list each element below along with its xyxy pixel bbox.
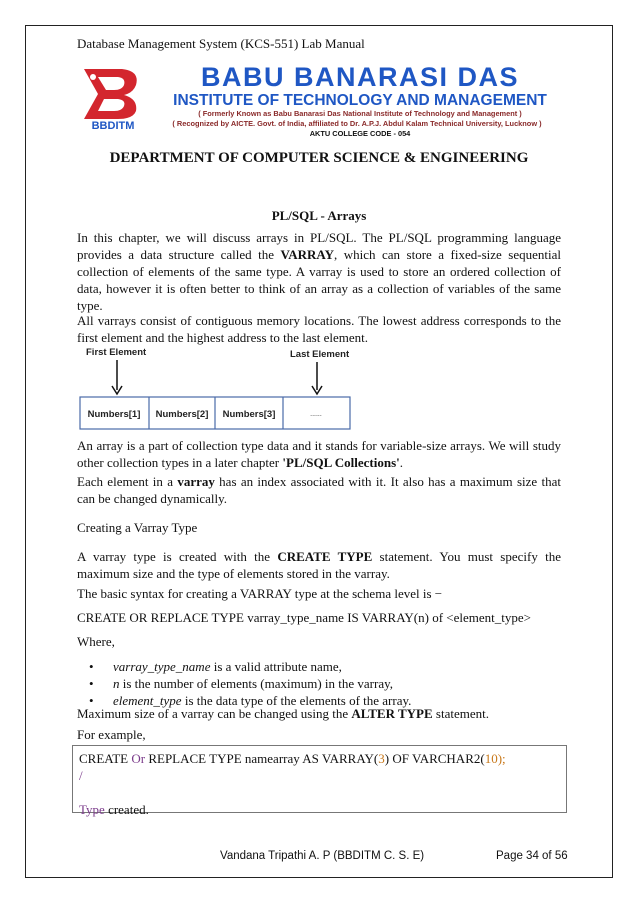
array-cell-3: Numbers[3] [222,409,276,420]
footer-page-number: Page 34 of 56 [496,850,568,862]
parameter-list [77,658,561,709]
institute-logo [78,63,148,131]
list-item: • n is the number of elements (maximum) in the varray, [77,675,561,692]
index-paragraph: Each element in a varray has an index associated with it. It also has a maximum size that can be changed dynamically. [77,474,561,506]
code-line-1: CREATE Or REPLACE TYPE namearray AS VARRAY(3) OF VARCHAR2(10); [79,751,506,766]
institute-recognition: ( Recognized by AICTE. Govt. of India, affiliated to Dr. A.P.J. Abdul Kalam Technical University, Lucknow ) [172,119,542,128]
institute-college-code: AKTU COLLEGE CODE - 054 [309,129,411,138]
department-heading: DEPARTMENT OF COMPUTER SCIENCE & ENGINEERING [109,150,529,166]
syntax-line: CREATE OR REPLACE TYPE varray_type_name IS VARRAY(n) of <element_type> [77,610,531,625]
code-line-3: Type created. [79,802,149,817]
array-diagram [78,346,353,432]
array-cell-ellipsis: ...... [310,411,322,418]
syntax-intro: The basic syntax for creating a VARRAY type at the schema level is − [77,586,443,601]
create-type-paragraph: A varray type is created with the CREATE TYPE statement. You must specify the maximum size and the type of elements stored in the varray. [77,549,561,581]
array-cell-1: Numbers[1] [87,409,141,420]
section-heading: Creating a Varray Type [77,520,198,535]
example-label: For example, [77,727,146,742]
institute-former-name: ( Formerly Known as Babu Banarasi Das National Institute of Technology and Management ) [198,109,522,118]
where-label: Where, [77,634,115,649]
last-element-label: Last Element [290,349,350,360]
list-item: • element_type is the data type of the elements of the array. [77,692,561,709]
memory-paragraph: All varrays consist of contiguous memory locations. The lowest address corresponds to the first element and the highest address to the last element. [77,313,561,345]
list-item: • varray_type_name is a valid attribute name, [77,658,561,675]
code-line-2: / [79,768,83,783]
logo-text: BBDITM [91,120,135,131]
institute-banner [150,62,570,139]
array-cell-2: Numbers[2] [155,409,209,420]
code-example [72,745,567,817]
institute-name: BABU BANARASI DAS [200,62,519,92]
footer-author: Vandana Tripathi A. P (BBDITM C. S. E) [220,850,425,862]
institute-subtitle: INSTITUTE OF TECHNOLOGY AND MANAGEMENT [173,92,547,109]
intro-paragraph: In this chapter, we will discuss arrays in PL/SQL. The PL/SQL programming language provides a data structure called the VARRAY, which can store a fixed-size sequential collection of elements of the same type. A varray is used to store an ordered collection of data, however it is often better to think of an array as a collection of variables of the same type. [77,230,561,313]
alter-type-paragraph: Maximum size of a varray can be changed using the ALTER TYPE statement. [77,706,489,721]
collection-paragraph: An array is a part of collection type data and it stands for variable-size arrays. We will study other collection types in a later chapter 'PL/SQL Collections'. [77,438,561,470]
first-element-label: First Element [86,347,147,358]
page-title: PL/SQL - Arrays [271,208,367,223]
running-header: Database Management System (KCS-551) Lab Manual [77,36,365,51]
